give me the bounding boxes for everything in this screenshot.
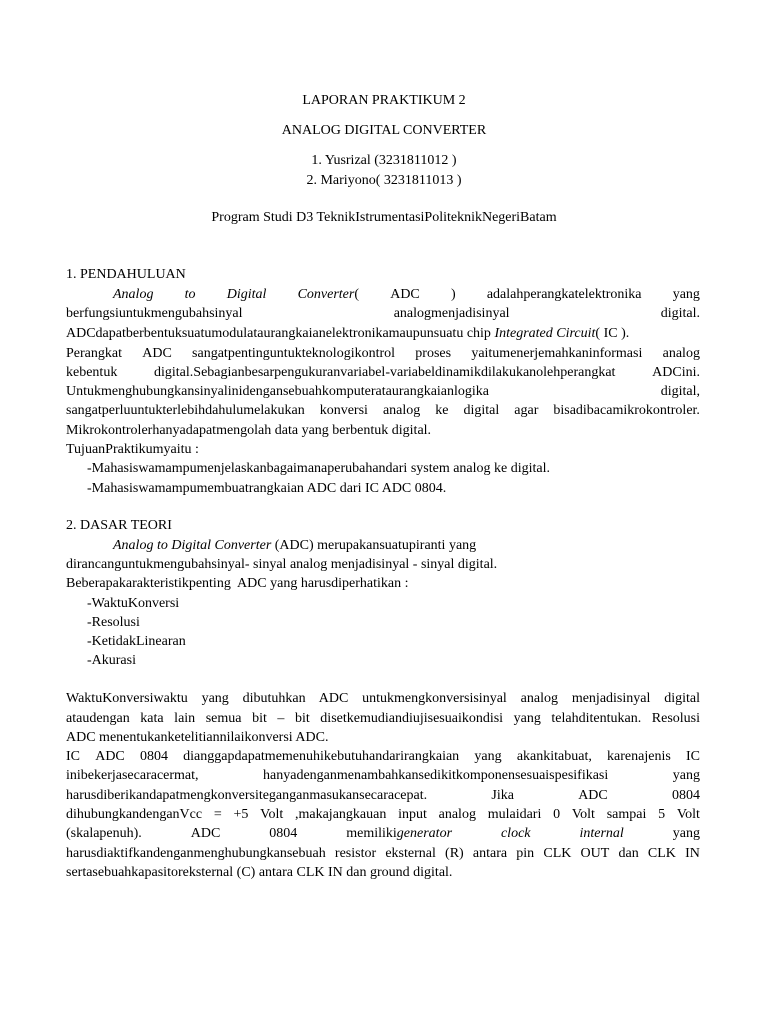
paragraph-line: ADCdapatberbentuksuatumodulataurangkaianelektronikamaupunsuatu chip Integrated Circuit( IC ). xyxy=(66,326,630,341)
characteristic-item: -Resolusi xyxy=(87,615,140,630)
paragraph-line: dirancanguntukmengubahsinyal- sinyal analog menjadisinyal - sinyal digital. xyxy=(66,557,498,572)
author-1: 1. Yusrizal (3231811012 ) xyxy=(311,153,457,168)
characteristic-item: -Akurasi xyxy=(87,653,136,668)
characteristic-item: -WaktuKonversi xyxy=(87,596,180,611)
report-subtitle: ANALOG DIGITAL CONVERTER xyxy=(281,123,487,138)
report-title: LAPORAN PRAKTIKUM 2 xyxy=(302,93,466,108)
paragraph-line: Analog to Digital Converter( ADC ) adalahperangkatelektronika yang xyxy=(113,287,700,302)
section-heading-dasar-teori: 2. DASAR TEORI xyxy=(66,518,172,533)
paragraph-line: WaktuKonversiwaktu yang dibutuhkan ADC untukmengkonversisinyal analog menjadisinyal digital xyxy=(66,691,700,706)
paragraph-line: Perangkat ADC sangatpentinguntukteknologikontrol proses yaitumenerjemahkaninformasi analog xyxy=(66,346,700,361)
goals-label: TujuanPraktikumyaitu : xyxy=(66,442,199,457)
paragraph-line: (skalapenuh). ADC 0804 memilikigenerator clock internal yang xyxy=(66,826,700,841)
paragraph-line: sertasebuahkapasitoreksternal (C) antara CLK IN dan ground digital. xyxy=(66,865,453,880)
paragraph-line: Mikrokontrolerhanyadapatmengolah data yang berbentuk digital. xyxy=(66,423,432,438)
characteristic-item: -KetidakLinearan xyxy=(87,634,186,649)
paragraph-line: inibekerjasecaracermat, hanyadenganmenambahkansedikitkomponensesuaispesifikasi yang xyxy=(66,768,700,783)
paragraph-line: IC ADC 0804 dianggapdapatmemenuhikebutuhandarirangkaian yang akankitabuat, karenajenis IC xyxy=(66,749,700,764)
goal-item: -Mahasiswamampumembuatrangkaian ADC dari IC ADC 0804. xyxy=(87,481,447,496)
paragraph-line: kebentuk digital.Sebagianbesarpengukuranvariabel-variabeldinamikdilakukanolehperangkat ADCini. xyxy=(66,365,700,380)
author-2: 2. Mariyono( 3231811013 ) xyxy=(306,173,462,188)
study-program: Program Studi D3 TeknikIstrumentasiPoliteknikNegeriBatam xyxy=(211,210,557,225)
paragraph-line: harusdiaktifkandenganmenghubungkansebuah resistor eksternal (R) antara pin CLK OUT dan CLK IN xyxy=(66,846,700,861)
paragraph-line: Beberapakarakteristikpenting ADC yang harusdiperhatikan : xyxy=(66,576,409,591)
goal-item: -Mahasiswamampumenjelaskanbagaimanaperubahandari system analog ke digital. xyxy=(87,461,551,476)
paragraph-line: berfungsiuntukmengubahsinyal analogmenjadisinyal digital. xyxy=(66,306,700,321)
paragraph-line: sangatperluuntukterlebihdahulumelakukan konversi analog ke digital agar bisadibacamikrokontroler. xyxy=(66,403,700,418)
paragraph-line: ataudengan kata lain semua bit – bit disetkemudiandiujisesuaikondisi yang telahditentukan. Resolusi xyxy=(66,711,700,726)
section-heading-pendahuluan: 1. PENDAHULUAN xyxy=(66,267,186,282)
paragraph-line: Analog to Digital Converter (ADC) merupakansuatupiranti yang xyxy=(113,538,477,553)
paragraph-line: Untukmenghubungkansinyalinidengansebuahkomputerataurangkaianlogika digital, xyxy=(66,384,700,399)
paragraph-line: harusdiberikandapatmengkonversiteganganmasukansecaracepat. Jika ADC 0804 xyxy=(66,788,700,803)
paragraph-line: ADC menentukanketelitiannilaikonversi ADC. xyxy=(66,730,329,745)
paragraph-line: dihubungkandenganVcc = +5 Volt ,makajangkauan input analog mulaidari 0 Volt sampai 5 Volt xyxy=(66,807,700,822)
